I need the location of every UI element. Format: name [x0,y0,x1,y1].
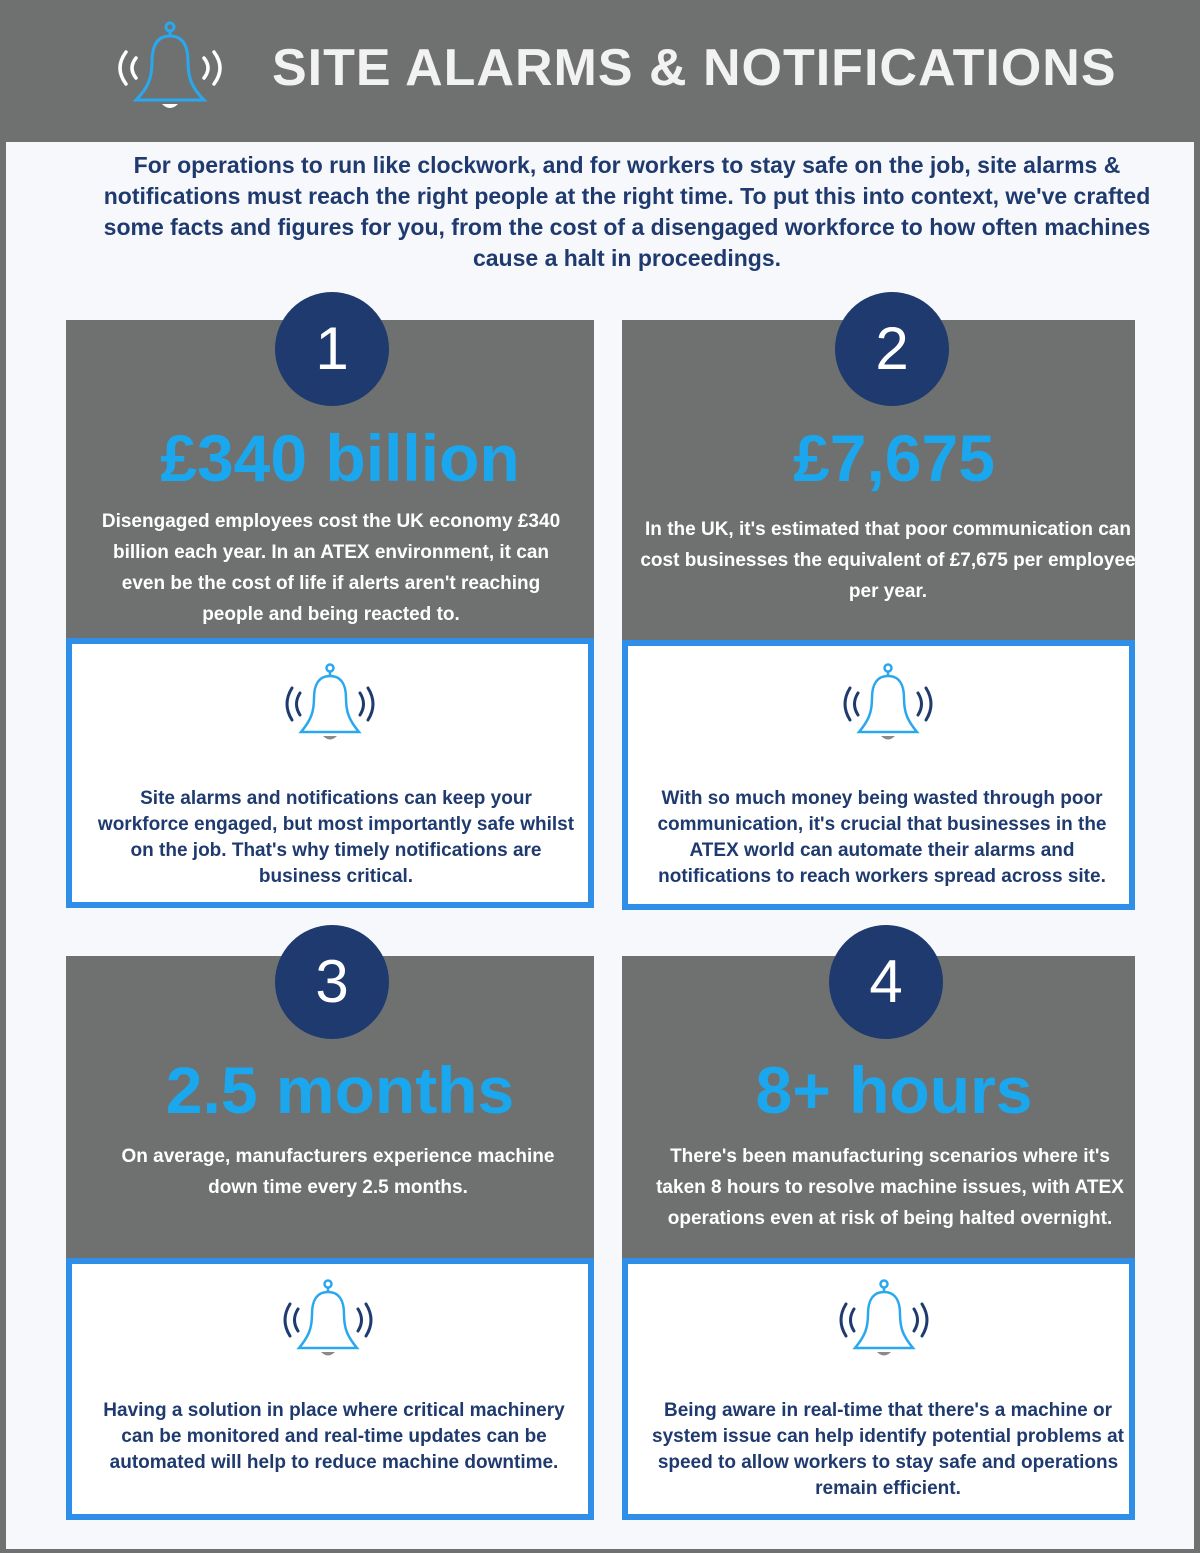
bell-ringing-icon [838,662,938,746]
card-4-figure: 8+ hours [755,1053,1033,1127]
card-4-number: 4 [829,925,943,1039]
card-2-number: 2 [835,292,949,406]
card-1-number: 1 [275,292,389,406]
card-3-number: 3 [275,925,389,1039]
card-3-note: Having a solution in place where critical machinery can be monitored and real-time updates can be automated will help to reduce machine downtime. [103,1400,565,1473]
card-3-figure: 2.5 months [165,1053,515,1127]
bell-ringing-icon [280,662,380,746]
intro-text: For operations to run like clockwork, and for workers to stay safe on the job, site alarms & notifications must reach the right people at the right time. To put this into context, we've crafted some facts and figures for you, from the cost of a disengaged workforce to how often machines cause a halt in proceedings. [103,152,1151,271]
card-2-fact: In the UK, it's estimated that poor communication can cost businesses the equivalent of £7,675 per employee per year. [640,519,1136,602]
card-2-note: With so much money being wasted through poor communication, it's crucial that businesses in the ATEX world can automate their alarms and notifications to reach workers spread across site. [657,788,1107,887]
header [0,0,1200,134]
card-4-note: Being aware in real-time that there's a machine or system issue can help identify potential problems at speed to allow workers to stay safe and operations remain efficient. [652,1400,1124,1499]
bell-ringing-icon [112,20,228,116]
card-1-note: Site alarms and notifications can keep your workforce engaged, but most importantly safe whilst on the job. That's why timely notifications are business critical. [97,788,575,887]
card-4-fact: There's been manufacturing scenarios where it's taken 8 hours to resolve machine issues, with ATEX operations even at risk of being halted overnight. [656,1146,1124,1229]
page-title: SITE ALARMS & NOTIFICATIONS [272,39,1117,97]
card-1-fact: Disengaged employees cost the UK economy £340 billion each year. In an ATEX environment, it can even be the cost of life if alerts aren't reaching people and being reacted to. [101,511,561,625]
card-3-fact: On average, manufacturers experience machine down time every 2.5 months. [121,1146,555,1198]
card-1-figure: £340 billion [160,421,520,495]
bell-ringing-icon [834,1278,934,1362]
bell-ringing-icon [278,1278,378,1362]
card-2-figure: £7,675 [793,421,995,495]
